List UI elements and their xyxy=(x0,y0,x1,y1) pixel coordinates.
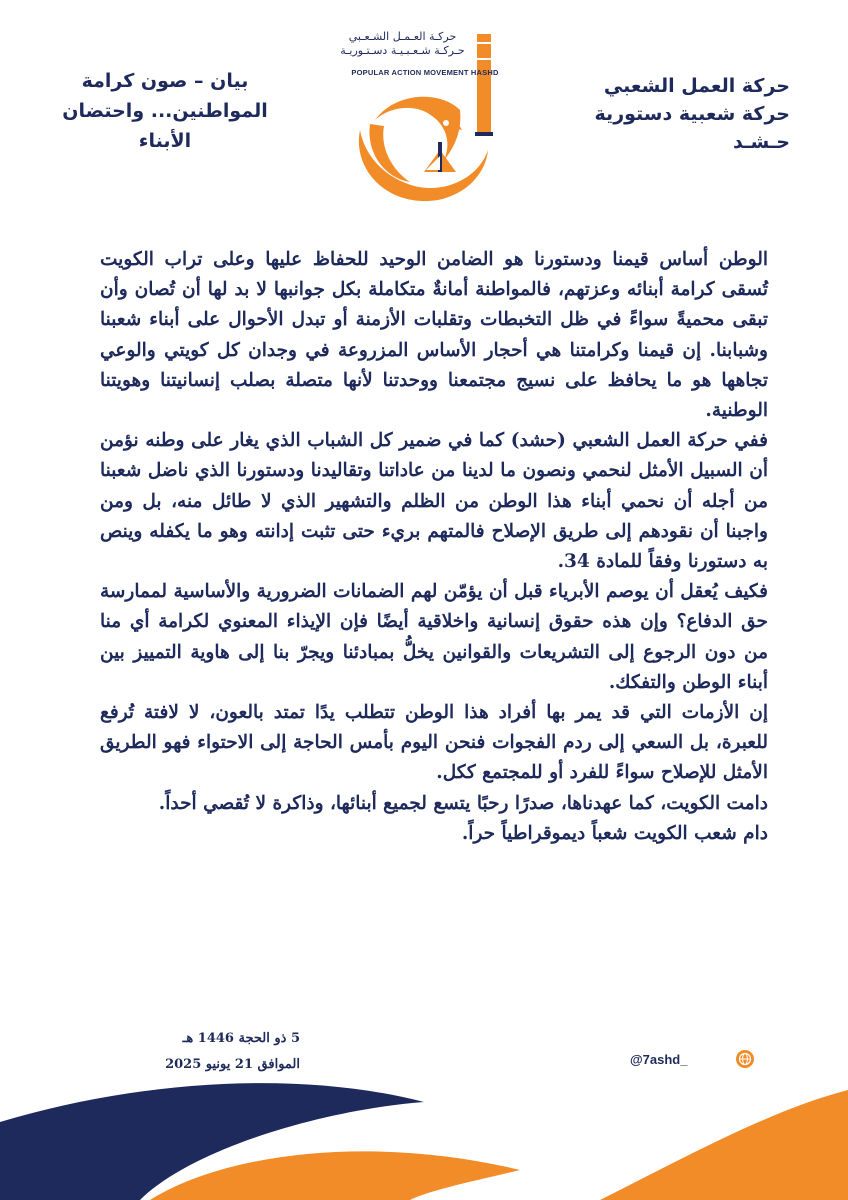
logo-arabic-line2: حـركـة شـعـبـيـة دسـتـوريـة xyxy=(340,44,465,57)
paragraph-3: فكيف يُعقل أن يوصم الأبرياء قبل أن يؤمّن لهم الضمانات الضرورية والأساسية لممارسة حق الدفاع؟ وإن هذه حقوق إنسانية واخلاقية أيضًا فإن الإيذاء المعنوي لكرامة أي منا من دون الرجوع إلى التشريعات والقوانين يخلُّ بمبادئنا ويجرّ بنا إلى هاوية التمييز بين أبناء الوطن والتفكك. xyxy=(100,581,768,693)
logo-english-name: POPULAR ACTION MOVEMENT HASHD xyxy=(351,68,499,77)
paragraph-4: إن الأزمات التي قد يمر بها أفراد هذا الوطن تتطلب يدًا تمتد بالعون، لا لافتة تُرفع للعبرة، بل السعي إلى ردم الفجوات فنحن اليوم بأمس الحاجة إلى الاحتواء فهو الطريق الأمثل للإصلاح سواءً للفرد أو للمجتمع ككل. xyxy=(100,702,768,784)
title-line3: الأبناء xyxy=(138,130,192,152)
paragraph-6: دام شعب الكويت شعباً ديموقراطياً حراً. xyxy=(461,822,768,844)
title-line2: المواطنين... واحتضان xyxy=(62,100,268,122)
footer-swoosh-decoration xyxy=(0,1040,848,1200)
paragraph-5: دامت الكويت، كما عهدناها، صدرًا رحبًا يتسع لجميع أبنائها، وذاكرة لا تُقصي أحداً. xyxy=(158,792,768,814)
paragraph-1: الوطن أساس قيمنا ودستورنا هو الضامن الوحيد للحفاظ عليها وعلى تراب الكويت تُسقى كرامة أبنائه وعزتهم، فالمواطنة أمانةٌ متكاملة بكل جوانبها لا بد لها أن تُصان وأن تبقى محميةً سواءً في ظل التخبطات وتقلبات الأزمنة أو تبدل الأحوال على أبناء شعبنا وشبابنا. إن قيمنا وكرامتنا هي أحجار الأساس المزروعة في وجدان كل كويتي والوعي تجاهها هو ما يحافظ على نسيج مجتمعنا ووحدتنا لأنها متصلة بصلب إنسانيتنا وهويتنا الوطنية. xyxy=(100,249,768,422)
organization-name xyxy=(550,72,790,156)
statement-title xyxy=(50,66,280,156)
org-name-line2: حركة شعبية دستورية xyxy=(594,103,790,125)
org-name-line1: حركة العمل الشعبي xyxy=(603,75,790,97)
title-line1: بيان – صون كرامة xyxy=(81,70,249,92)
statement-body xyxy=(100,245,768,849)
paragraph-2: ففي حركة العمل الشعبي (حشد) كما في ضمير كل الشباب الذي يغار على وطنه نؤمن أن السبيل الأمثل لنحمي ونصون ما لدينا من عاداتنا وتقاليدنا ودستورنا الذي ناضل شعبنا من أجله أن نحمي أبناء هذا الوطن من الظلم والتشهير الذي لا طائل منه، بل ومن واجبنا أن نقودهم إلى طريق الإصلاح فالمتهم بريء حتى تثبت إدانته وهو ما يكفله وينص به دستورنا وفقاً للمادة 34. xyxy=(100,430,768,573)
org-name-line3: حـشـد xyxy=(733,131,790,153)
date-gregorian: الموافق 21 يونيو 2025 xyxy=(165,1057,300,1072)
logo-arabic-line1: حركـة العـمـل الشـعـبي xyxy=(348,30,457,43)
social-handle[interactable]: @7ashd_ xyxy=(630,1052,688,1067)
date-hijri: 5 ذو الحجة 1446 هـ xyxy=(182,1031,300,1046)
hashd-logo xyxy=(340,20,510,210)
